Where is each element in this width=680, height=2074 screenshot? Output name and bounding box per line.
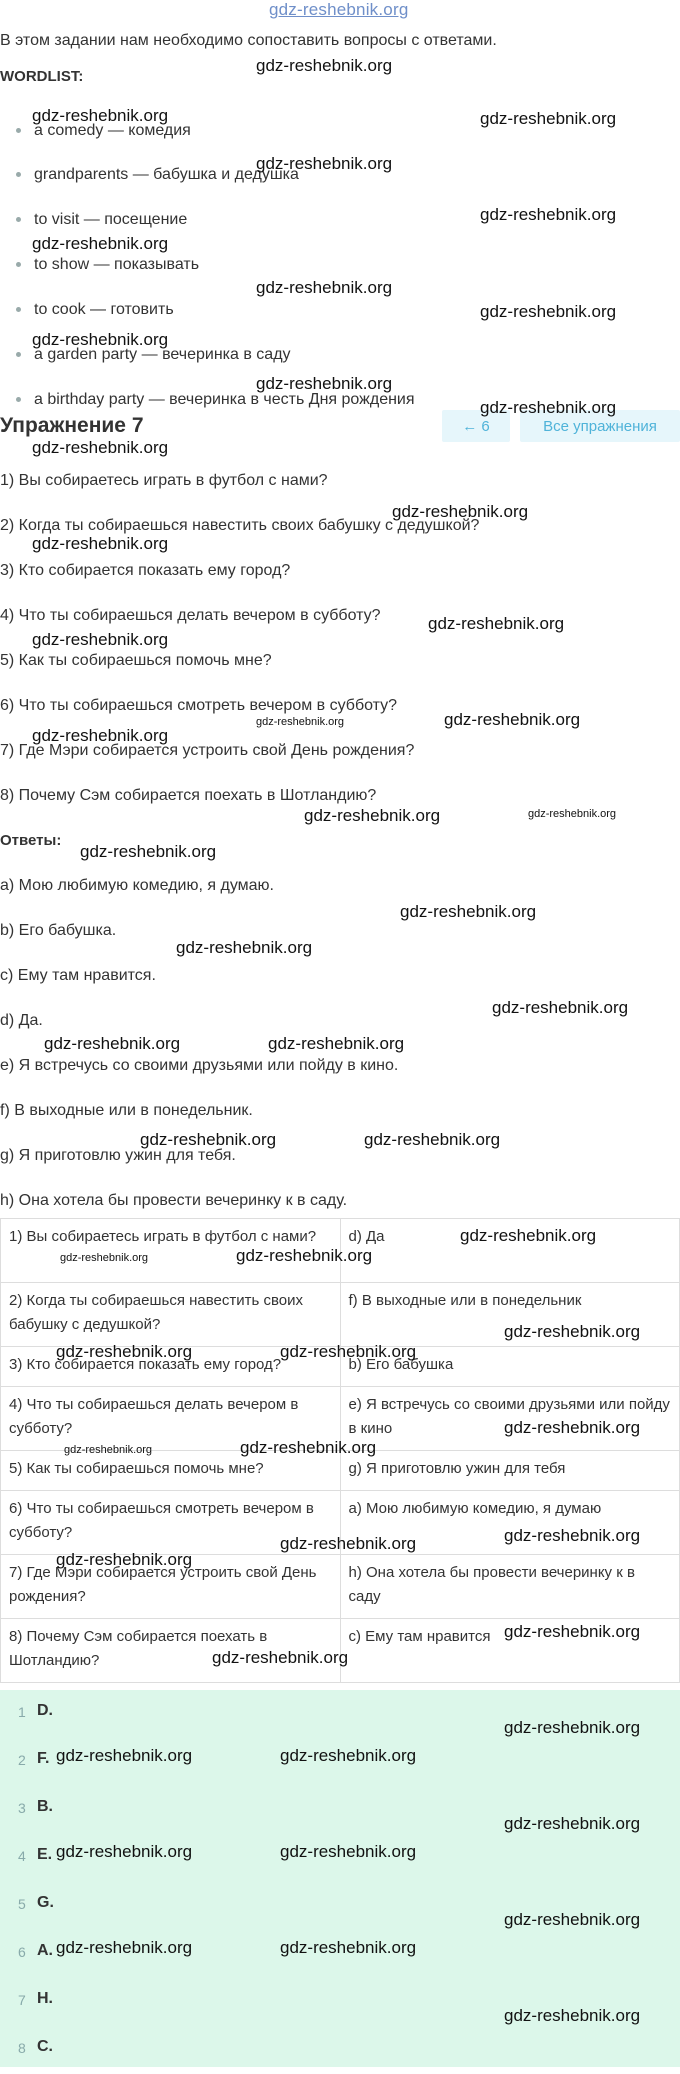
watermark: gdz-reshebnik.org (504, 1322, 641, 1341)
watermark: gdz-reshebnik.org (32, 438, 169, 457)
bullet-icon (16, 172, 21, 177)
bullet-icon (16, 128, 21, 133)
result-number: 4 (18, 1848, 26, 1864)
watermark: gdz-reshebnik.org (32, 234, 169, 253)
watermark: gdz-reshebnik.org (280, 1842, 417, 1861)
watermark: gdz-reshebnik.org (32, 726, 169, 745)
watermark: gdz-reshebnik.org (56, 1842, 193, 1861)
answer-line: h) Она хотела бы провести вечеринку к в саду. (0, 1192, 348, 1209)
answer-line: e) Я встречусь со своими друзьями или пойду в кино. (0, 1057, 399, 1074)
result-value: B. (37, 1798, 53, 1815)
watermark: gdz-reshebnik.org (80, 842, 217, 861)
watermark: gdz-reshebnik.org (504, 1418, 641, 1437)
result-value: C. (37, 2038, 53, 2055)
table-cell-answer: h) Она хотела бы провести вечеринку к в саду (340, 1555, 680, 1619)
all-exercises-button[interactable]: Все упражнения (520, 410, 680, 442)
result-number: 5 (18, 1896, 26, 1912)
question-line: 4) Что ты собираешься делать вечером в субботу? (0, 607, 381, 624)
watermark: gdz-reshebnik.org (256, 56, 393, 75)
bullet-icon (16, 307, 21, 312)
question-line: 5) Как ты собираешься помочь мне? (0, 652, 272, 669)
watermark: gdz-reshebnik.org (504, 1622, 641, 1641)
question-line: 3) Кто собирается показать ему город? (0, 562, 291, 579)
watermark: gdz-reshebnik.org (256, 374, 393, 393)
watermark: gdz-reshebnik.org (504, 2006, 641, 2025)
wordlist-item: a comedy — комедия (16, 122, 191, 140)
result-value: H. (37, 1990, 53, 2007)
watermark: gdz-reshebnik.org (256, 278, 393, 297)
watermark: gdz-reshebnik.org (400, 902, 537, 921)
watermark: gdz-reshebnik.org (56, 1342, 193, 1361)
table-cell-answer: d) Да (340, 1219, 680, 1283)
watermark: gdz-reshebnik.org (256, 716, 345, 728)
watermark: gdz-reshebnik.org (304, 806, 441, 825)
watermark: gdz-reshebnik.org (56, 1746, 193, 1765)
result-value: D. (37, 1702, 53, 1719)
wordlist-item: a birthday party — вечеринка в честь Дня рождения (16, 391, 415, 409)
watermark: gdz-reshebnik.org (32, 106, 169, 125)
answer-line: d) Да. (0, 1012, 43, 1029)
watermark: gdz-reshebnik.org (44, 1034, 181, 1053)
table-cell-answer: c) Ему там нравится (340, 1619, 680, 1683)
wordlist-item: a garden party — вечеринка в саду (16, 346, 291, 364)
watermark: gdz-reshebnik.org (32, 630, 169, 649)
watermark: gdz-reshebnik.org (504, 1814, 641, 1833)
answer-line: c) Ему там нравится. (0, 967, 156, 984)
result-number: 6 (18, 1944, 26, 1960)
result-number: 8 (18, 2040, 26, 2056)
watermark: gdz-reshebnik.org (280, 1534, 417, 1553)
watermark: gdz-reshebnik.org (56, 1550, 193, 1569)
bullet-icon (16, 217, 21, 222)
result-value: E. (37, 1846, 53, 1863)
watermark: gdz-reshebnik.org (480, 302, 617, 321)
question-line: 1) Вы собираетесь играть в футбол с нами? (0, 472, 328, 489)
wordlist-item: to show — показывать (16, 256, 199, 274)
question-line: 8) Почему Сэм собирается поехать в Шотландию? (0, 787, 377, 804)
watermark: gdz-reshebnik.org (444, 710, 581, 729)
table-cell-question: 6) Что ты собираешься смотреть вечером в субботу? (1, 1491, 341, 1555)
table-cell-answer: g) Я приготовлю ужин для тебя (340, 1451, 680, 1491)
wordlist-item: to visit — посещение (16, 211, 187, 229)
watermark: gdz-reshebnik.org (212, 1648, 349, 1667)
bullet-icon (16, 352, 21, 357)
watermark: gdz-reshebnik.org (492, 998, 629, 1017)
answer-line: a) Мою любимую комедию, я думаю. (0, 877, 274, 894)
watermark: gdz-reshebnik.org (364, 1130, 501, 1149)
bullet-icon (16, 262, 21, 267)
watermark: gdz-reshebnik.org (176, 938, 313, 957)
watermark: gdz-reshebnik.org (32, 330, 169, 349)
watermark: gdz-reshebnik.org (392, 502, 529, 521)
watermark: gdz-reshebnik.org (280, 1342, 417, 1361)
answer-line: g) Я приготовлю ужин для тебя. (0, 1147, 236, 1164)
answers-label: Ответы: (0, 832, 62, 849)
watermark: gdz-reshebnik.org (56, 1938, 193, 1957)
table-cell-question: 8) Почему Сэм собирается поехать в Шотландию? (1, 1619, 341, 1683)
question-line: 6) Что ты собираешься смотреть вечером в субботу? (0, 697, 398, 714)
intro-text: В этом задании нам необходимо сопоставить вопросы с ответами. (0, 32, 497, 49)
answer-line: f) В выходные или в понедельник. (0, 1102, 253, 1119)
result-number: 1 (18, 1704, 26, 1720)
exercise-title: Упражнение 7 (0, 414, 144, 437)
answer-line: b) Его бабушка. (0, 922, 117, 939)
result-number: 3 (18, 1800, 26, 1816)
watermark: gdz-reshebnik.org (140, 1130, 277, 1149)
watermark: gdz-reshebnik.org (236, 1246, 373, 1265)
watermark: gdz-reshebnik.org (528, 808, 617, 820)
watermark: gdz-reshebnik.org (480, 398, 617, 417)
watermark: gdz-reshebnik.org (460, 1226, 597, 1245)
watermark: gdz-reshebnik.org (480, 109, 617, 128)
watermark: gdz-reshebnik.org (256, 154, 393, 173)
wordlist-item: grandparents — бабушка и дедушка (16, 166, 299, 184)
bullet-icon (16, 397, 21, 402)
table-cell-question: 3) Кто собирается показать ему город? (1, 1347, 341, 1387)
watermark: gdz-reshebnik.org (268, 1034, 405, 1053)
wordlist-label: WORDLIST: (0, 68, 84, 85)
question-line: 7) Где Мэри собирается устроить свой День рождения? (0, 742, 415, 759)
prev-exercise-button[interactable]: ← 6 (442, 410, 510, 442)
table-cell-question: 7) Где Мэри собирается устроить свой День рождения? (1, 1555, 341, 1619)
table-cell-answer: a) Мою любимую комедию, я думаю (340, 1491, 680, 1555)
watermark: gdz-reshebnik.org (240, 1438, 377, 1457)
wordlist-item: to cook — готовить (16, 301, 174, 319)
watermark: gdz-reshebnik.org (428, 614, 565, 633)
table-cell-answer: b) Его бабушка (340, 1347, 680, 1387)
watermark: gdz-reshebnik.org (504, 1526, 641, 1545)
table-cell-question: 5) Как ты собираешься помочь мне? (1, 1451, 341, 1491)
question-line: 2) Когда ты собираешься навестить своих бабушку с дедушкой? (0, 517, 480, 534)
table-cell-answer: e) Я встречусь со своими друзьями или пойду в кино (340, 1387, 680, 1451)
watermark: gdz-reshebnik.org (280, 1746, 417, 1765)
table-cell-question: 4) Что ты собираешься делать вечером в субботу? (1, 1387, 341, 1451)
site-header-link[interactable]: gdz-reshebnik.org (269, 0, 409, 19)
table-cell-question: 2) Когда ты собираешься навестить своих бабушку с дедушкой? (1, 1283, 341, 1347)
watermark: gdz-reshebnik.org (60, 1252, 149, 1264)
result-value: A. (37, 1942, 53, 1959)
watermark: gdz-reshebnik.org (32, 534, 169, 553)
watermark: gdz-reshebnik.org (480, 205, 617, 224)
table-cell-answer: f) В выходные или в понедельник (340, 1283, 680, 1347)
result-number: 2 (18, 1752, 26, 1768)
table-cell-question: 1) Вы собираетесь играть в футбол с нами? (1, 1219, 341, 1283)
watermark: gdz-reshebnik.org (504, 1718, 641, 1737)
result-value: F. (37, 1750, 50, 1767)
watermark: gdz-reshebnik.org (64, 1444, 153, 1456)
result-value: G. (37, 1894, 54, 1911)
watermark: gdz-reshebnik.org (504, 1910, 641, 1929)
result-number: 7 (18, 1992, 26, 2008)
watermark: gdz-reshebnik.org (280, 1938, 417, 1957)
